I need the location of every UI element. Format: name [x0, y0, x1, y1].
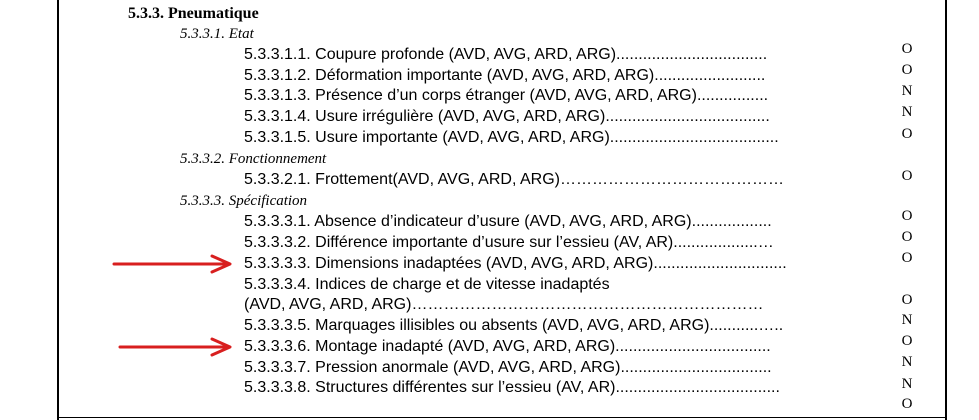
list-item: 5.3.3.3.4. Indices de charge et de vitesse inadaptés [244, 276, 610, 293]
right-border [945, 0, 947, 420]
code-letter: O [901, 208, 913, 224]
code-letter: N [901, 376, 913, 392]
code-letter: N [901, 104, 913, 120]
code-letter: N [901, 83, 913, 99]
list-item: 5.3.3.1.3. Présence d’un corps étranger (AVD, AVG, ARD, ARG)................ [244, 87, 769, 104]
code-letter: O [901, 396, 913, 412]
list-item: 5.3.3.3.8. Structures différentes sur l’essieu (AV, AR)..................................... [244, 379, 780, 396]
list-item: 5.3.3.1.1. Coupure profonde (AVD, AVG, ARD, ARG).................................. [244, 46, 768, 63]
subsection-heading-specification: 5.3.3.3. Spécification [180, 193, 308, 209]
subsection-heading-fonctionnement: 5.3.3.2. Fonctionnement [180, 151, 327, 167]
code-letter: O [901, 333, 913, 349]
code-letter: N [901, 312, 913, 328]
list-item: 5.3.3.1.4. Usure irrégulière (AVD, AVG, ARD, ARG)..................................... [244, 108, 770, 125]
subsection-heading-etat: 5.3.3.1. Etat [180, 26, 254, 42]
left-border [57, 0, 59, 420]
list-item: 5.3.3.3.6. Montage inadapté (AVD, AVG, ARD, ARG)................................... [244, 338, 771, 355]
red-arrow-icon [112, 254, 242, 274]
list-item: 5.3.3.3.7. Pression anormale (AVD, AVG, ARD, ARG).................................. [244, 359, 772, 376]
red-arrow-icon [118, 337, 248, 357]
bottom-border [57, 417, 947, 418]
list-item: 5.3.3.3.3. Dimensions inadaptées (AVD, AVG, ARD, ARG).............................. [244, 255, 787, 272]
code-letter: O [901, 250, 913, 266]
list-item: 5.3.3.1.5. Usure importante (AVD, AVG, ARD, ARG)...................................... [244, 129, 779, 146]
code-letter: N [901, 354, 913, 370]
section-heading: 5.3.3. Pneumatique [128, 5, 259, 22]
list-item: 5.3.3.2.1. Frottement(AVD, AVG, ARD, ARG)…………………………………… [244, 171, 784, 188]
code-letter: O [901, 292, 913, 308]
list-item: 5.3.3.3.1. Absence d’indicateur d’usure (AVD, AVG, ARD, ARG).................. [244, 213, 772, 230]
code-letter: O [901, 168, 913, 184]
code-letter: O [901, 62, 913, 78]
code-letter: O [901, 126, 913, 142]
code-letter: O [901, 229, 913, 245]
code-letter: O [901, 41, 913, 57]
list-item: 5.3.3.3.2. Différence importante d’usure sur l’essieu (AV, AR)...................… [244, 234, 774, 251]
list-item: 5.3.3.1.2. Déformation importante (AVD, AVG, ARD, ARG)......................... [244, 67, 766, 84]
list-item: 5.3.3.3.5. Marquages illisibles ou absents (AVD, AVG, ARD, ARG)...........….. [244, 317, 784, 334]
list-item-continuation: (AVD, AVG, ARD, ARG)………………………………………………………… [244, 296, 764, 313]
